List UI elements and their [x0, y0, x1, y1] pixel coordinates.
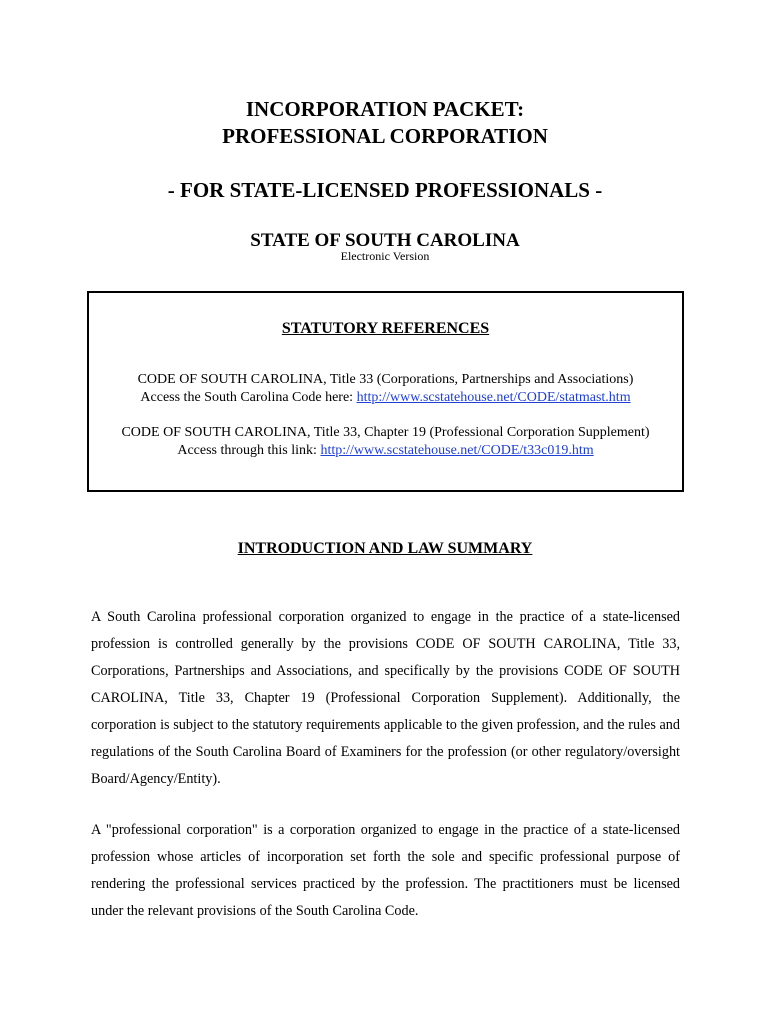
statutory-references-box	[87, 291, 684, 492]
reference-2-text: CODE OF SOUTH CAROLINA, Title 33, Chapter 19 (Professional Corporation Supplement)	[121, 425, 650, 440]
title-line-2: PROFESSIONAL CORPORATION	[222, 124, 548, 148]
subtitle: - FOR STATE-LICENSED PROFESSIONALS -	[167, 178, 603, 202]
reference-1-access-prefix: Access the South Carolina Code here:	[140, 390, 357, 405]
reference-1-link[interactable]: http://www.scstatehouse.net/CODE/statmast.htm	[356, 390, 631, 405]
intro-paragraph-1: A South Carolina professional corporation organized to engage in the practice of a state-licensed profession is controlled generally by the provisions CODE OF SOUTH CAROLINA, Title 33, Corporations, Partnerships and Associations, and specifically by the provisions CODE OF SOUTH CAROLINA, Title 33, Chapter 19 (Professional Corporation Supplement). Additionally, the corporation is subject to the statutory requirements applicable to the given profession, and the rules and regulations of the South Carolina Board of Examiners for the profession (or other regulatory/oversight Board/Agency/Entity).	[91, 609, 680, 787]
reference-2-access-prefix: Access through this link:	[177, 443, 321, 458]
intro-heading: INTRODUCTION AND LAW SUMMARY	[237, 540, 533, 557]
reference-2-link[interactable]: http://www.scstatehouse.net/CODE/t33c019.htm	[320, 443, 594, 458]
reference-2-access	[89, 442, 682, 460]
reference-1-text: CODE OF SOUTH CAROLINA, Title 33 (Corporations, Partnerships and Associations)	[137, 372, 634, 387]
title-line-1: INCORPORATION PACKET:	[245, 97, 525, 121]
reference-1-access	[89, 389, 682, 407]
references-heading: STATUTORY REFERENCES	[281, 320, 490, 337]
state-heading: STATE OF SOUTH CAROLINA	[250, 230, 520, 251]
version-label: Electronic Version	[340, 249, 430, 263]
intro-paragraph-2: A "professional corporation" is a corporation organized to engage in the practice of a state-licensed profession whose articles of incorporation set forth the sole and specific professional purpose of rendering the professional services practiced by the profession. The practitioners must be licensed under the relevant provisions of the South Carolina Code.	[91, 822, 680, 919]
